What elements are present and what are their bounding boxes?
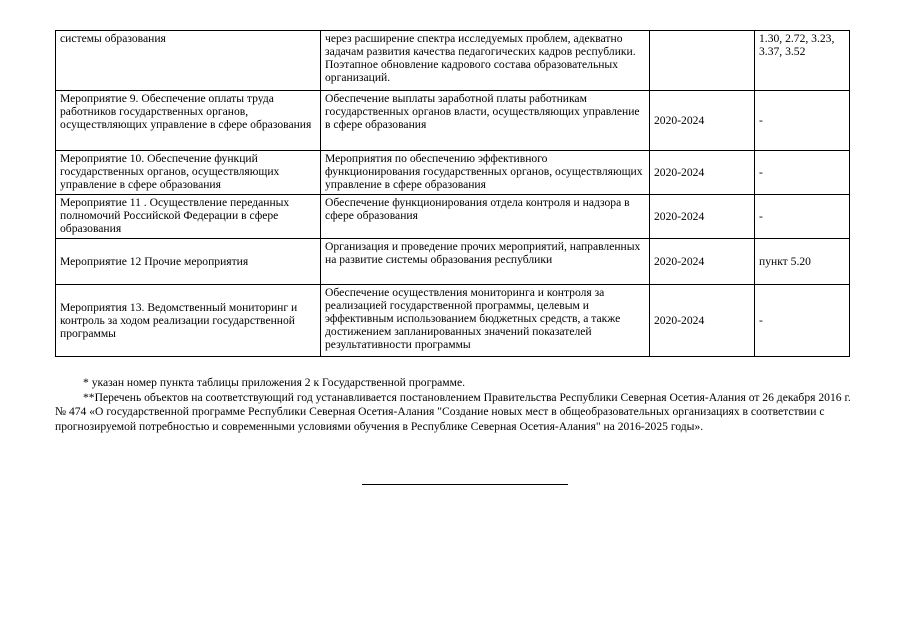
period-cell xyxy=(650,31,755,91)
period-cell: 2020-2024 xyxy=(650,151,755,195)
event-cell: Мероприятие 12 Прочие мероприятия xyxy=(56,239,321,285)
event-cell: Мероприятие 11 . Осуществление переданных полномочий Российской Федерации в сфере образования xyxy=(56,195,321,239)
description-cell: Обеспечение осуществления мониторинга и контроля за реализацией государственной программы, целевым и эффективным использованием бюджетных средств, а также достижением запланированных значений показателей результативности программы xyxy=(321,285,650,357)
period-cell: 2020-2024 xyxy=(650,285,755,357)
reference-cell: - xyxy=(755,195,850,239)
description-cell: через расширение спектра исследуемых проблем, адекватно задачам развития качества педагогических кадров республики. Поэтапное обновление кадрового состава образовательных организаций. xyxy=(321,31,650,91)
description-cell: Обеспечение выплаты заработной платы работникам государственных органов власти, осуществляющих управление в сфере образования xyxy=(321,91,650,151)
table-row xyxy=(56,195,850,239)
event-cell: Мероприятие 10. Обеспечение функций государственных органов, осуществляющих управление в сфере образования xyxy=(56,151,321,195)
description-cell: Обеспечение функционирования отдела контроля и надзора в сфере образования xyxy=(321,195,650,239)
table-row xyxy=(56,151,850,195)
reference-cell: - xyxy=(755,151,850,195)
reference-cell: - xyxy=(755,285,850,357)
reference-cell: 1.30, 2.72, 3.23, 3.37, 3.52 xyxy=(755,31,850,91)
reference-cell: пункт 5.20 xyxy=(755,239,850,285)
footnote-1: * указан номер пункта таблицы приложения 2 к Государственной программе. xyxy=(83,376,465,389)
footnotes xyxy=(55,376,855,434)
table-row xyxy=(56,91,850,151)
period-cell: 2020-2024 xyxy=(650,195,755,239)
table-row xyxy=(56,31,850,91)
description-cell: Мероприятия по обеспечению эффективного функционирования государственных органов, осуществляющих управление в сфере образования xyxy=(321,151,650,195)
reference-cell: - xyxy=(755,91,850,151)
table-row xyxy=(56,239,850,285)
description-cell: Организация и проведение прочих мероприятий, направленных на развитие системы образования республики xyxy=(321,239,650,285)
separator-line xyxy=(362,484,568,485)
table-row xyxy=(56,285,850,357)
period-cell: 2020-2024 xyxy=(650,239,755,285)
event-cell: Мероприятие 9. Обеспечение оплаты труда работников государственных органов, осуществляющих управление в сфере образования xyxy=(56,91,321,151)
period-cell: 2020-2024 xyxy=(650,91,755,151)
events-table xyxy=(55,30,850,357)
event-cell: Мероприятия 13. Ведомственный мониторинг и контроль за ходом реализации государственной программы xyxy=(56,285,321,357)
event-cell: системы образования xyxy=(56,31,321,91)
footnote-2: **Перечень объектов на соответствующий год устанавливается постановлением Правительства Республики Северная Осетия-Алания от 26 декабря 2016 г. № 474 «О государственной программе Республики Северная Осетия-Алания "Создание новых мест в общеобразовательных организациях в соответствии с прогнозируемой потребностью и современными условиями обучения в Республике Северная Осетия-Алания" на 2016-2025 годы». xyxy=(55,390,851,433)
